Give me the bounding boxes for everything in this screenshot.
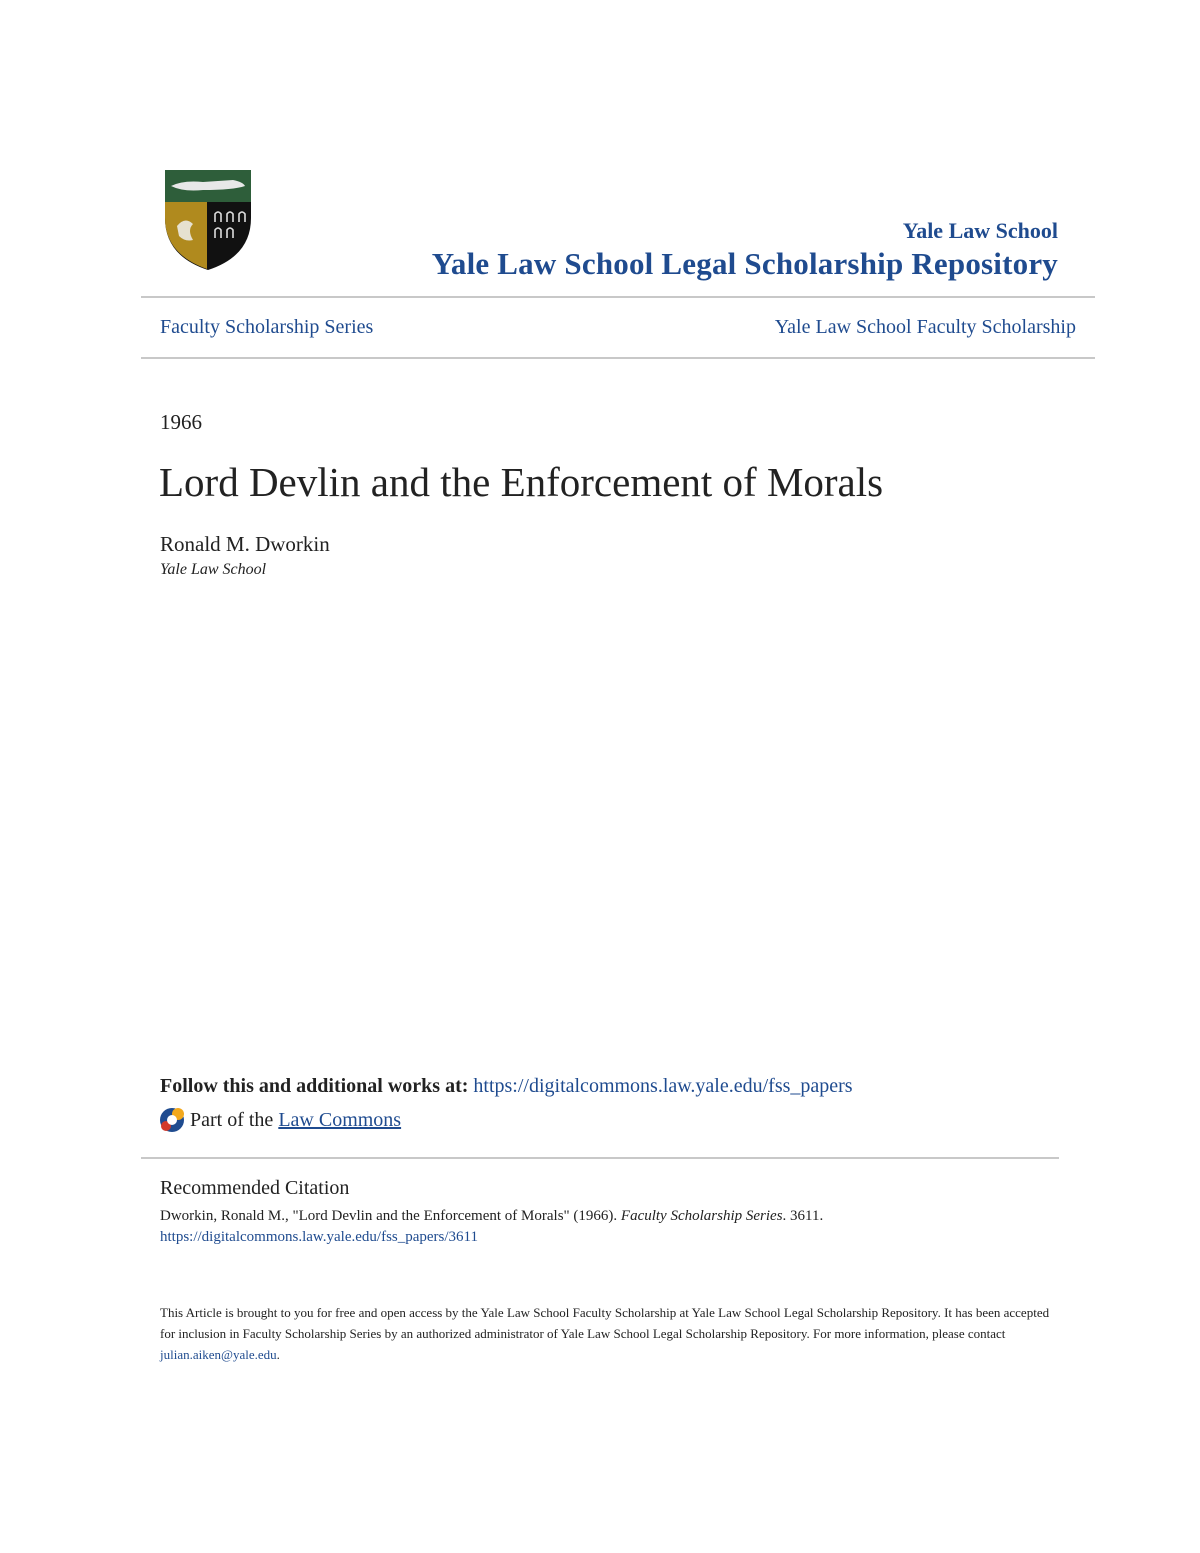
citation-heading: Recommended Citation: [160, 1177, 350, 1199]
repository-name-link[interactable]: Yale Law School Legal Scholarship Repository: [431, 246, 1058, 281]
access-notice: [160, 1302, 1050, 1365]
contact-email-link[interactable]: julian.aiken@yale.edu: [160, 1347, 277, 1362]
school-name-link[interactable]: Yale Law School: [902, 218, 1058, 243]
citation-plain: Dworkin, Ronald M., "Lord Devlin and the Enforcement of Morals" (1966).: [160, 1208, 618, 1224]
commons-network-icon: [158, 1106, 186, 1134]
repository-header: [432, 218, 1058, 282]
part-of-prefix: Part of the: [190, 1108, 274, 1131]
article-title: Lord Devlin and the Enforcement of Morals: [159, 459, 884, 505]
citation-url-link[interactable]: https://digitalcommons.law.yale.edu/fss_papers/3611: [160, 1229, 479, 1245]
citation-divider: [141, 1157, 1059, 1159]
series-divider: [141, 357, 1095, 359]
author-affiliation: Yale Law School: [160, 561, 267, 578]
citation-series: Faculty Scholarship Series: [620, 1208, 783, 1224]
part-of-line: [158, 1106, 401, 1134]
notice-text: This Article is brought to you for free and open access by the Yale Law School Faculty Scholarship at Yale Law School Legal Scholarship Repository. It has been accepted for inclusion in Faculty Scholarship Series by an authorized administrator of Yale Law School Legal Scholarship Repository. For more information, please contact: [160, 1305, 1050, 1341]
notice-end: .: [276, 1347, 280, 1362]
publication-year: 1966: [160, 410, 202, 434]
citation-text: [160, 1208, 823, 1225]
collection-link[interactable]: Yale Law School Faculty Scholarship: [774, 316, 1076, 338]
series-link[interactable]: Faculty Scholarship Series: [160, 316, 374, 338]
follow-label: Follow this and additional works at:: [160, 1075, 469, 1097]
citation-number: . 3611.: [782, 1208, 824, 1224]
yale-law-shield-icon: [163, 168, 253, 272]
follow-line: [160, 1075, 853, 1098]
law-commons-link[interactable]: Law Commons: [278, 1108, 402, 1131]
follow-url-link[interactable]: https://digitalcommons.law.yale.edu/fss_papers: [473, 1075, 853, 1097]
author-name: Ronald M. Dworkin: [160, 532, 330, 556]
header-divider: [141, 296, 1095, 298]
